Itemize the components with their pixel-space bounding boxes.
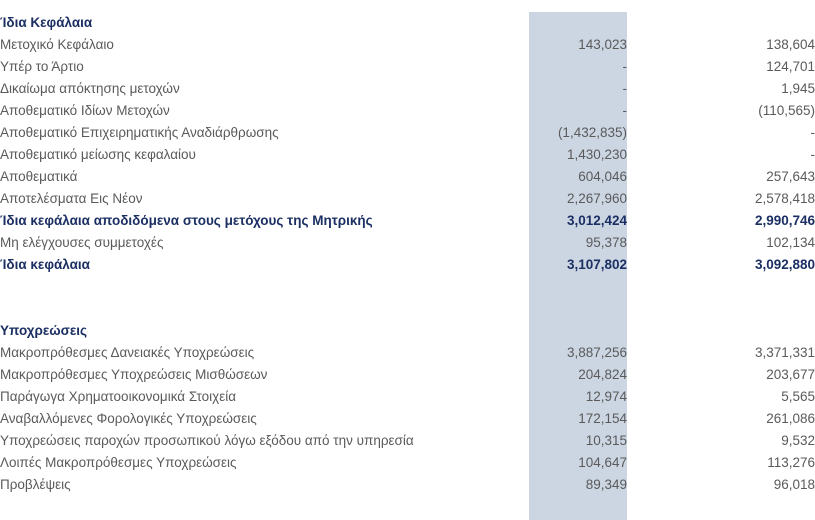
table-row — [0, 34, 815, 56]
table-row — [0, 122, 815, 144]
row-label: Μετοχικό Κεφάλαιο — [0, 37, 114, 52]
row-value-previous-period: 124,701 — [766, 59, 815, 74]
row-value-current-period: - — [622, 59, 627, 74]
row-label: Αποθεματικό Ιδίων Μετοχών — [0, 103, 170, 118]
row-label: Δικαίωμα απόκτησης μετοχών — [0, 81, 180, 96]
table-body — [0, 12, 815, 496]
row-value-current-period: 89,349 — [585, 477, 627, 492]
row-label: Ίδια κεφάλαια — [0, 257, 90, 272]
row-label: Ίδια Κεφάλαια — [0, 15, 93, 30]
table-spacer-row — [0, 298, 815, 320]
row-label: Αποθεματικό Επιχειρηματικής Αναδιάρθρωσης — [0, 125, 279, 140]
row-label: Υποχρεώσεις — [0, 323, 88, 338]
row-value-current-period: 204,824 — [578, 367, 627, 382]
row-value-current-period: 172,154 — [578, 411, 627, 426]
table-row — [0, 188, 815, 210]
row-value-current-period: 3,107,802 — [566, 257, 627, 272]
row-label: Αναβαλλόμενες Φορολογικές Υποχρεώσεις — [0, 411, 257, 426]
row-value-previous-period: 203,677 — [766, 367, 815, 382]
row-label: Προβλέψεις — [0, 477, 71, 492]
row-value-current-period: (1,432,835) — [557, 125, 627, 140]
row-value-current-period: - — [622, 81, 627, 96]
row-value-current-period: 143,023 — [578, 37, 627, 52]
table-row — [0, 232, 815, 254]
row-label: Μακροπρόθεσμες Υποχρεώσεις Μισθώσεων — [0, 367, 268, 382]
row-value-previous-period: 96,018 — [773, 477, 815, 492]
row-label: Λοιπές Μακροπρόθεσμες Υποχρεώσεις — [0, 455, 237, 470]
row-value-current-period: 95,378 — [585, 235, 627, 250]
table-row — [0, 364, 815, 386]
row-value-previous-period: 3,092,880 — [754, 257, 815, 272]
row-value-previous-period: 102,134 — [766, 235, 815, 250]
row-value-previous-period: - — [810, 125, 815, 140]
table-row — [0, 144, 815, 166]
row-value-current-period: 1,430,230 — [566, 147, 627, 162]
table-row — [0, 386, 815, 408]
table-section-heading-row — [0, 12, 815, 34]
row-value-previous-period: (110,565) — [758, 103, 815, 118]
table-spacer-row — [0, 276, 815, 298]
row-value-previous-period: 2,990,746 — [754, 213, 815, 228]
row-label: Αποτελέσματα Εις Νέον — [0, 191, 143, 206]
row-value-previous-period: 9,532 — [781, 433, 815, 448]
row-value-previous-period: 113,276 — [767, 455, 815, 470]
row-label: Αποθεματικά — [0, 169, 78, 184]
table-row — [0, 430, 815, 452]
table-row — [0, 166, 815, 188]
row-value-current-period — [529, 298, 627, 320]
row-value-current-period: 12,974 — [585, 389, 627, 404]
row-label — [0, 298, 529, 320]
row-value-previous-period: 138,604 — [766, 37, 815, 52]
table-row — [0, 408, 815, 430]
row-value-current-period — [529, 12, 627, 34]
row-value-previous-period — [627, 276, 815, 298]
row-value-previous-period — [627, 298, 815, 320]
row-value-current-period: 10,315 — [585, 433, 627, 448]
row-label: Μακροπρόθεσμες Δανειακές Υποχρεώσεις — [0, 345, 255, 360]
row-value-current-period: 2,267,960 — [566, 191, 627, 206]
row-value-current-period — [529, 276, 627, 298]
row-value-previous-period: 261,086 — [766, 411, 815, 426]
row-label: Αποθεματικό μείωσης κεφαλαίου — [0, 147, 196, 162]
row-label: Μη ελέγχουσες συμμετοχές — [0, 235, 164, 250]
row-label: Παράγωγα Χρηματοοικονομικά Στοιχεία — [0, 389, 237, 404]
row-value-previous-period: 3,371,331 — [754, 345, 815, 360]
table-row — [0, 342, 815, 364]
row-value-previous-period — [627, 320, 815, 342]
row-value-current-period: 3,012,424 — [566, 213, 627, 228]
balance-sheet-equity-liabilities-table — [0, 12, 815, 496]
row-value-current-period — [529, 320, 627, 342]
table-row — [0, 100, 815, 122]
table-row-subtotal — [0, 210, 815, 232]
table-row — [0, 474, 815, 496]
row-value-current-period: 604,046 — [578, 169, 627, 184]
table-row — [0, 452, 815, 474]
row-label: Υπέρ το Άρτιο — [0, 59, 84, 74]
row-label: Ίδια κεφάλαια αποδιδόμενα στους μετόχους της Μητρικής — [0, 213, 373, 228]
row-value-previous-period: 1,945 — [781, 81, 815, 96]
table-row — [0, 56, 815, 78]
row-label: Υποχρεώσεις παροχών προσωπικού λόγω εξόδου από την υπηρεσία — [0, 433, 414, 448]
row-value-previous-period — [627, 12, 815, 34]
row-value-current-period: - — [622, 103, 627, 118]
table-section-heading-row — [0, 320, 815, 342]
row-value-current-period: 3,887,256 — [566, 345, 627, 360]
row-value-previous-period: 257,643 — [766, 169, 815, 184]
table-row — [0, 78, 815, 100]
row-value-previous-period: 2,578,418 — [754, 191, 815, 206]
row-value-current-period: 104,647 — [578, 455, 627, 470]
row-value-previous-period: 5,565 — [781, 389, 815, 404]
row-label — [0, 276, 529, 298]
table-row-subtotal — [0, 254, 815, 276]
row-value-previous-period: - — [810, 147, 815, 162]
